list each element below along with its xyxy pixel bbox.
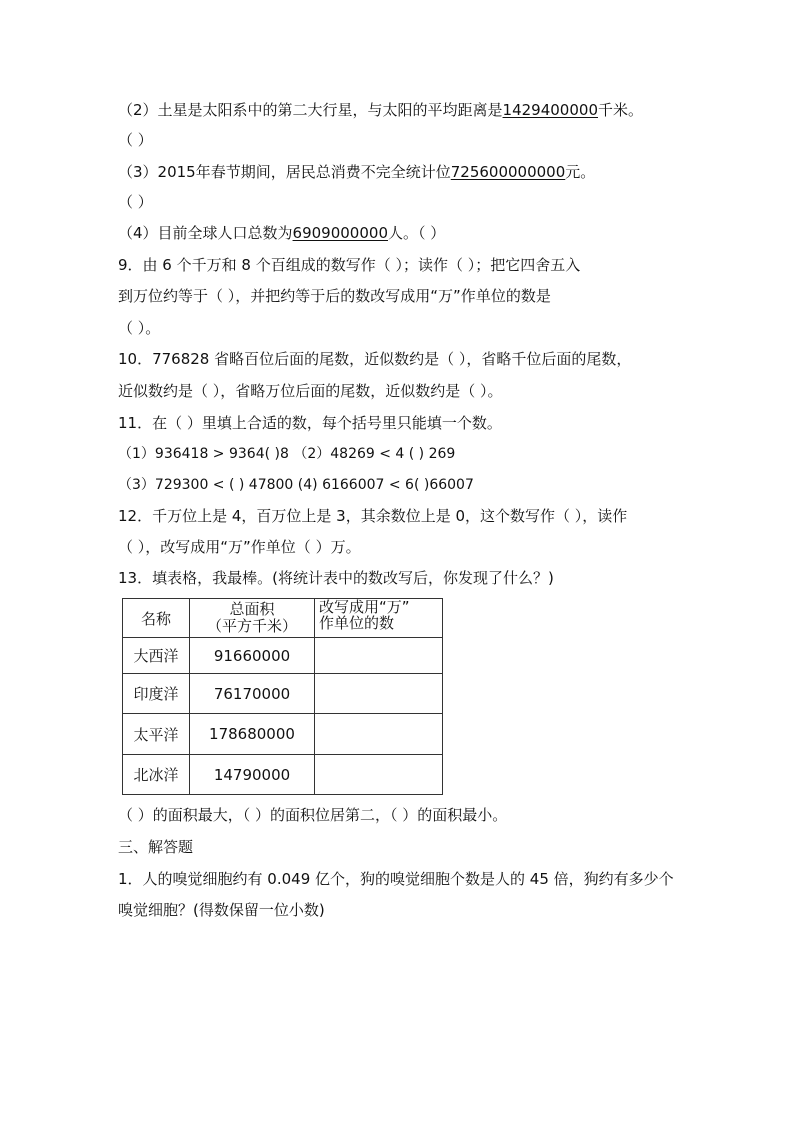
q8-2-text: （2）土星是太阳系中的第二大行星，与太阳的平均距离是 [118, 101, 503, 119]
q9-line-1: 9．由 6 个千万和 8 个百组成的数写作（ ）；读作（ ）；把它四舍五入 [118, 256, 581, 274]
q8-item-4 [118, 223, 445, 243]
header-name: 名称 [123, 599, 190, 638]
q8-item-3 [118, 162, 595, 182]
q10-line-1: 10．776828 省略百位后面的尾数，近似数约是（ ），省略千位后面的尾数， [118, 350, 632, 368]
q8-4-text: （4）目前全球人口总数为 [118, 224, 293, 242]
section-heading: 三、解答题 [118, 838, 194, 856]
q8-2-number: 1429400000 [502, 101, 598, 119]
table-header-row [123, 599, 443, 638]
ocean-area: 91660000 [190, 638, 315, 674]
q8-3-number: 725600000000 [450, 163, 566, 181]
q8-3-unit: 元。 [565, 163, 596, 181]
rewrite-answer-cell[interactable] [315, 674, 443, 714]
q12-line-2: （ ），改写成用“万”作单位（ ）万。 [118, 538, 361, 556]
table-row [123, 638, 443, 674]
rewrite-answer-cell[interactable] [315, 638, 443, 674]
header-area [190, 599, 315, 638]
q8-2-answer-blank: （ ） [118, 131, 153, 149]
q9-line-3: （ ）。 [118, 319, 161, 337]
ocean-name: 印度洋 [123, 674, 190, 714]
problem-1-line-2: 嗅觉细胞？(得数保留一位小数) [118, 901, 325, 919]
q8-4-number: 6909000000 [292, 224, 388, 242]
problem-1-line-1: 1．人的嗅觉细胞约有 0.049 亿个，狗的嗅觉细胞个数是人的 45 倍，狗约有多少个 [118, 870, 674, 888]
q11-row-1: （1）936418 > 9364( )8 （2）48269 < 4 ( ) 269 [118, 446, 456, 462]
ocean-area: 14790000 [190, 755, 315, 795]
table-row [123, 674, 443, 714]
rewrite-answer-cell[interactable] [315, 755, 443, 795]
rewrite-answer-cell[interactable] [315, 714, 443, 755]
q12-line-1: 12．千万位上是 4，百万位上是 3，其余数位上是 0，这个数写作（ ），读作 [118, 507, 628, 525]
header-area-line2: （平方千米） [206, 617, 297, 635]
header-rewrite-line2: 作单位的数 [319, 614, 395, 632]
q11-prompt: 11．在（ ）里填上合适的数，每个括号里只能填一个数。 [118, 414, 502, 432]
ocean-area: 76170000 [190, 674, 315, 714]
q11-row-2: （3）729300 < ( ) 47800 (4) 6166007 < 6( )66007 [118, 477, 474, 493]
table-row [123, 714, 443, 755]
ocean-name: 太平洋 [123, 714, 190, 755]
table-row [123, 755, 443, 795]
q9-line-2: 到万位约等于（ ），并把约等于后的数改写成用“万”作单位的数是 [118, 287, 551, 305]
q13-prompt: 13．填表格，我最棒。(将统计表中的数改写后，你发现了什么？) [118, 569, 554, 587]
q10-line-2: 近似数约是（ ），省略万位后面的尾数，近似数约是（ ）。 [118, 382, 503, 400]
q8-2-unit: 千米。 [597, 101, 643, 119]
header-rewrite [315, 599, 443, 638]
header-area-line1: 总面积 [229, 600, 275, 618]
ocean-area-table [122, 598, 443, 795]
ocean-area: 178680000 [190, 714, 315, 755]
ocean-name: 大西洋 [123, 638, 190, 674]
q8-3-answer-blank: （ ） [118, 193, 153, 211]
ocean-name: 北冰洋 [123, 755, 190, 795]
header-rewrite-line1: 改写成用“万” [319, 598, 410, 616]
q8-item-2 [118, 100, 643, 120]
q13-followup: （ ）的面积最大，（ ）的面积位居第二，（ ）的面积最小。 [118, 806, 508, 824]
q8-3-text: （3）2015年春节期间，居民总消费不完全统计位 [118, 163, 451, 181]
q8-4-unit: 人。（ ） [387, 224, 446, 242]
